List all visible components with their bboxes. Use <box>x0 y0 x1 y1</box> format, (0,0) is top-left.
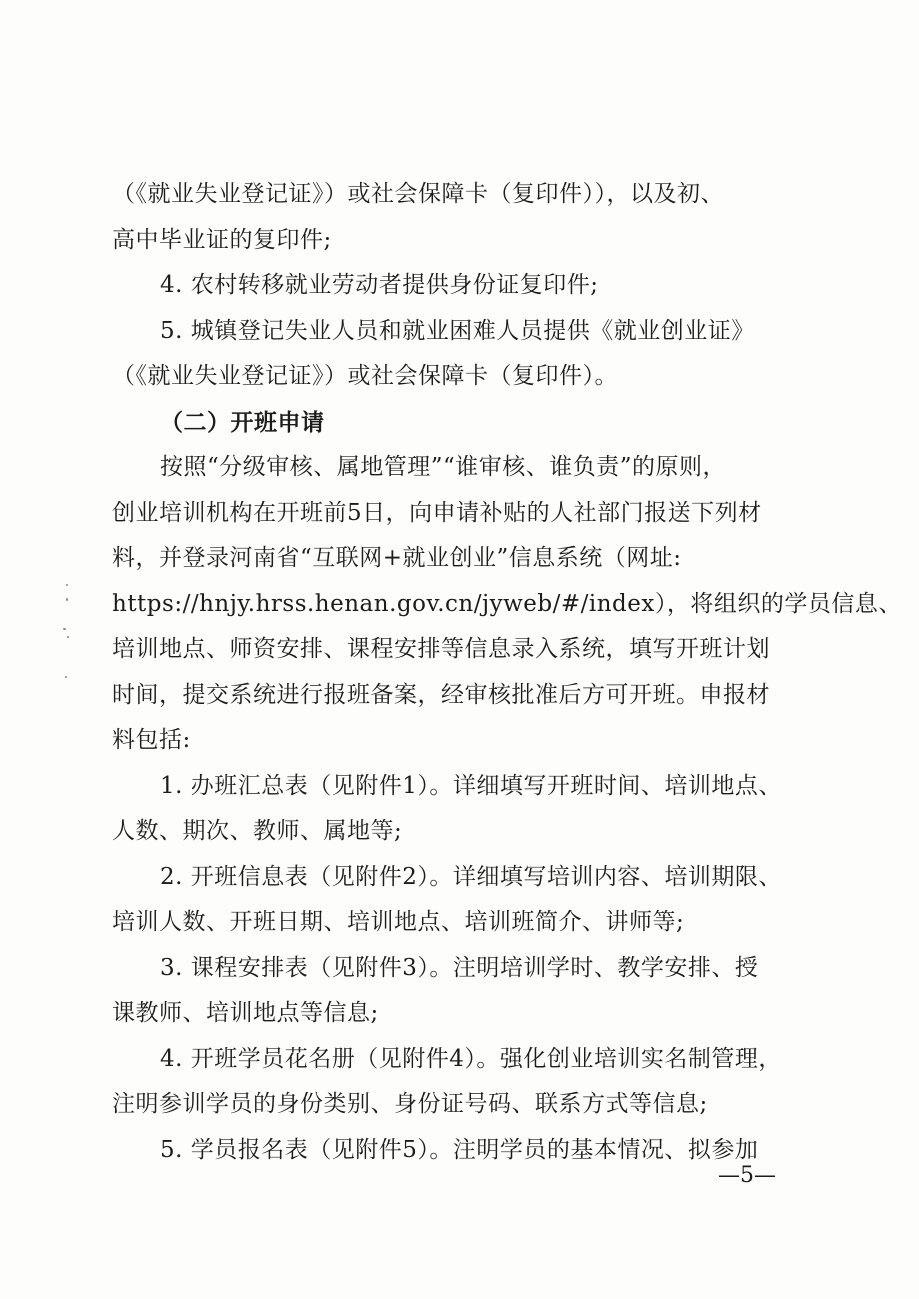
paragraph-line: 培训地点、师资安排、课程安排等信息录入系统，填写开班计划 <box>112 636 770 662</box>
scan-speck <box>66 598 68 601</box>
url-line: https://hnjy.hrss.henan.gov.cn/jyweb/#/index），将组织的学员信息、 <box>112 590 902 617</box>
scan-speck <box>63 628 66 630</box>
list-item-line: 5. 学员报名表（见附件5）。注明学员的基本情况、拟参加 <box>160 1136 759 1163</box>
list-item-line: 3. 课程安排表（见附件3）。注明培训学时、教学安排、授 <box>160 954 759 981</box>
paragraph-line: 按照“分级审核、属地管理”“谁审核、谁负责”的原则， <box>160 454 727 480</box>
list-item-line: 1. 办班汇总表（见附件1）。详细填写开班时间、培训地点、 <box>160 772 782 799</box>
paragraph-line: 课教师、培训地点等信息; <box>112 1000 379 1026</box>
paragraph-line: （《就业失业登记证》）或社会保障卡（复印件）。 <box>112 363 618 389</box>
scan-speck <box>65 676 67 678</box>
page-number: —5— <box>718 1163 776 1188</box>
scan-speck <box>67 636 69 638</box>
paragraph-line: 注明参训学员的身份类别、身份证号码、联系方式等信息; <box>112 1091 708 1117</box>
paragraph-line: 时间，提交系统进行报班备案，经审核批准后方可开班。申报材 <box>112 681 770 708</box>
paragraph-line: 料包括: <box>112 727 191 753</box>
list-item-line: 4. 农村转移就业劳动者提供身份证复印件; <box>160 272 599 298</box>
list-item-line: 4. 开班学员花名册（见附件4）。强化创业培训实名制管理， <box>160 1045 782 1072</box>
paragraph-line: 培训人数、开班日期、培训地点、培训班简介、讲师等; <box>112 909 685 935</box>
list-item-line: 2. 开班信息表（见附件2）。详细填写培训内容、培训期限、 <box>160 863 782 890</box>
body-text <box>112 172 902 1173</box>
paragraph-line: 创业培训机构在开班前5日，向申请补贴的人社部门报送下列材 <box>112 499 762 526</box>
paragraph-line: （《就业失业登记证》）或社会保障卡（复印件）），以及初、 <box>112 181 724 207</box>
list-item-line: 5. 城镇登记失业人员和就业困难人员提供《就业创业证》 <box>160 317 755 344</box>
paragraph-line: 料，并登录河南省“互联网+就业创业”信息系统（网址: <box>112 545 682 571</box>
scan-speck <box>66 584 68 586</box>
paragraph-line: 人数、期次、教师、属地等; <box>112 818 403 844</box>
section-heading: （二）开班申请 <box>160 408 325 436</box>
paragraph-line: 高中毕业证的复印件; <box>112 226 332 253</box>
